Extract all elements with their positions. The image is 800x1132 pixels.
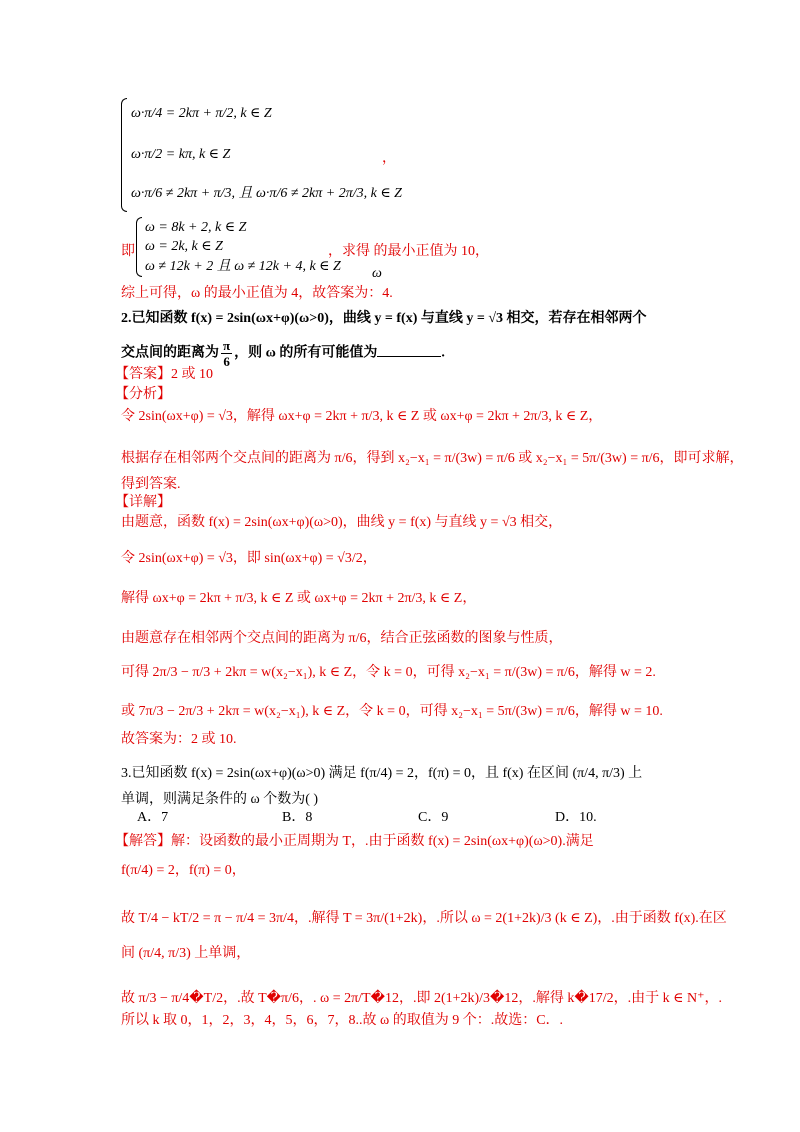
q3-option-b: B．8 (282, 810, 313, 825)
detail-line2: 令 2sin(ωx+φ) = √3，即 sin(ωx+φ) = √3/2， (121, 551, 377, 566)
q2-line1: 2.已知函数 f(x) = 2sin(ωx+φ)(ω>0)，曲线 y = f(x) 与直线 y = √3 相交，若存在相邻两个 (121, 311, 647, 326)
system2-line3: ω ≠ 12k + 2 且 ω ≠ 12k + 4, k ∈ Z (145, 259, 341, 274)
answer-blank (377, 344, 441, 357)
system1-brace (121, 98, 127, 212)
answer-label: 【答案】 (115, 367, 171, 382)
analysis-line2: 根据存在相邻两个交点间的距离为 π/6，得到 x₂−x₁ = π/(3w) = π/6 或 x₂−x₁ = 5π/(3w) = π/6，即可求解， (121, 451, 744, 466)
analysis-line3: 得到答案. (121, 477, 181, 492)
answer-line (115, 366, 213, 384)
system1-line3: ω·π/6 ≠ 2kπ + π/3, 且 ω·π/6 ≠ 2kπ + 2π/3, k ∈ Z (131, 186, 402, 201)
solution-line4: 间 (π/4, π/3) 上单调， (121, 946, 251, 961)
system1-trail: ， (382, 151, 396, 166)
q3-option-c: C．9 (418, 810, 449, 825)
q2-line2-text: 交点间的距离为 (121, 345, 219, 361)
detail-line5: 可得 2π/3 − π/3 + 2kπ = w(x₂−x₁), k ∈ Z，令 k = 0，可得 x₂−x₁ = π/(3w) = π/6，解得 w = 2. (121, 665, 656, 680)
system2-omega: ω (372, 266, 382, 281)
q3-option-a: A．7 (137, 810, 169, 825)
system2-prefix: 即 (121, 244, 135, 259)
solution-label: 【解答】 (115, 834, 171, 849)
solution-line3: 故 T/4 − kT/2 = π − π/4 = 3π/4，.解得 T = 3π/(1+2k)，.所以 ω = 2(1+2k)/3 (k ∈ Z)，.由于函数 f(x).在区 (121, 911, 727, 926)
solution-line1 (115, 833, 594, 851)
q3-option-d: D．10. (555, 810, 597, 825)
system1-line1: ω·π/4 = 2kπ + π/2, k ∈ Z (131, 106, 272, 121)
system2-line1: ω = 8k + 2, k ∈ Z (145, 220, 247, 235)
detail-line1: 由题意，函数 f(x) = 2sin(ωx+φ)(ω>0)，曲线 y = f(x) 与直线 y = √3 相交， (121, 515, 563, 530)
q2-line2-end: . (441, 345, 445, 361)
detail-line6: 或 7π/3 − 2π/3 + 2kπ = w(x₂−x₁), k ∈ Z，令 k = 0，可得 x₂−x₁ = 5π/(3w) = π/6，解得 w = 10. (121, 704, 663, 719)
detail-line3: 解得 ωx+φ = 2kπ + π/3, k ∈ Z 或 ωx+φ = 2kπ + 2π/3, k ∈ Z， (121, 591, 477, 606)
q2-frac-num: π (223, 338, 231, 353)
q2-fraction (221, 338, 232, 369)
detail-line4: 由题意存在相邻两个交点间的距离为 π/6，结合正弦函数的图象与性质， (121, 631, 563, 646)
system2-line2: ω = 2k, k ∈ Z (145, 239, 223, 254)
detail-label: 【详解】 (115, 495, 171, 510)
q3-line2: 单调，则满足条件的 ω 个数为( ) (121, 792, 319, 807)
answer-value: 2 或 10 (171, 367, 213, 382)
q2-line2 (121, 338, 445, 369)
q2-line2-rest: ，则 ω 的所有可能值为 (234, 345, 378, 361)
analysis-line1: 令 2sin(ωx+φ) = √3，解得 ωx+φ = 2kπ + π/3, k ∈ Z 或 ωx+φ = 2kπ + 2π/3, k ∈ Z， (121, 409, 603, 424)
system1-line2: ω·π/2 = kπ, k ∈ Z (131, 147, 231, 162)
analysis-label: 【分析】 (115, 387, 171, 402)
solution-line6: 所以 k 取 0，1，2，3，4，5，6，7，8..故 ω 的取值为 9 个：.故选：C．. (121, 1013, 564, 1028)
summary-line: 综上可得，ω 的最小正值为 4，故答案为：4. (121, 286, 393, 301)
solution-line1-text: 解：设函数的最小正周期为 T，.由于函数 f(x) = 2sin(ωx+φ)(ω>0).满足 (171, 834, 594, 849)
solution-line2: f(π/4) = 2，f(π) = 0， (121, 863, 246, 878)
detail-line7: 故答案为：2 或 10. (121, 732, 237, 747)
solution-line5: 故 π/3 − π/4�T/2，.故 T�π/6，. ω = 2π/T�12，.即 2(1+2k)/3�12，.解得 k�17/2，.由于 k ∈ N⁺，. (121, 991, 723, 1006)
q3-line1: 3.已知函数 f(x) = 2sin(ωx+φ)(ω>0) 满足 f(π/4) = 2，f(π) = 0，且 f(x) 在区间 (π/4, π/3) 上 (121, 766, 643, 781)
q2-frac-den: 6 (223, 354, 230, 369)
system2-tail: ，求得 的最小正值为 10， (328, 244, 489, 259)
system2-brace (136, 217, 142, 277)
